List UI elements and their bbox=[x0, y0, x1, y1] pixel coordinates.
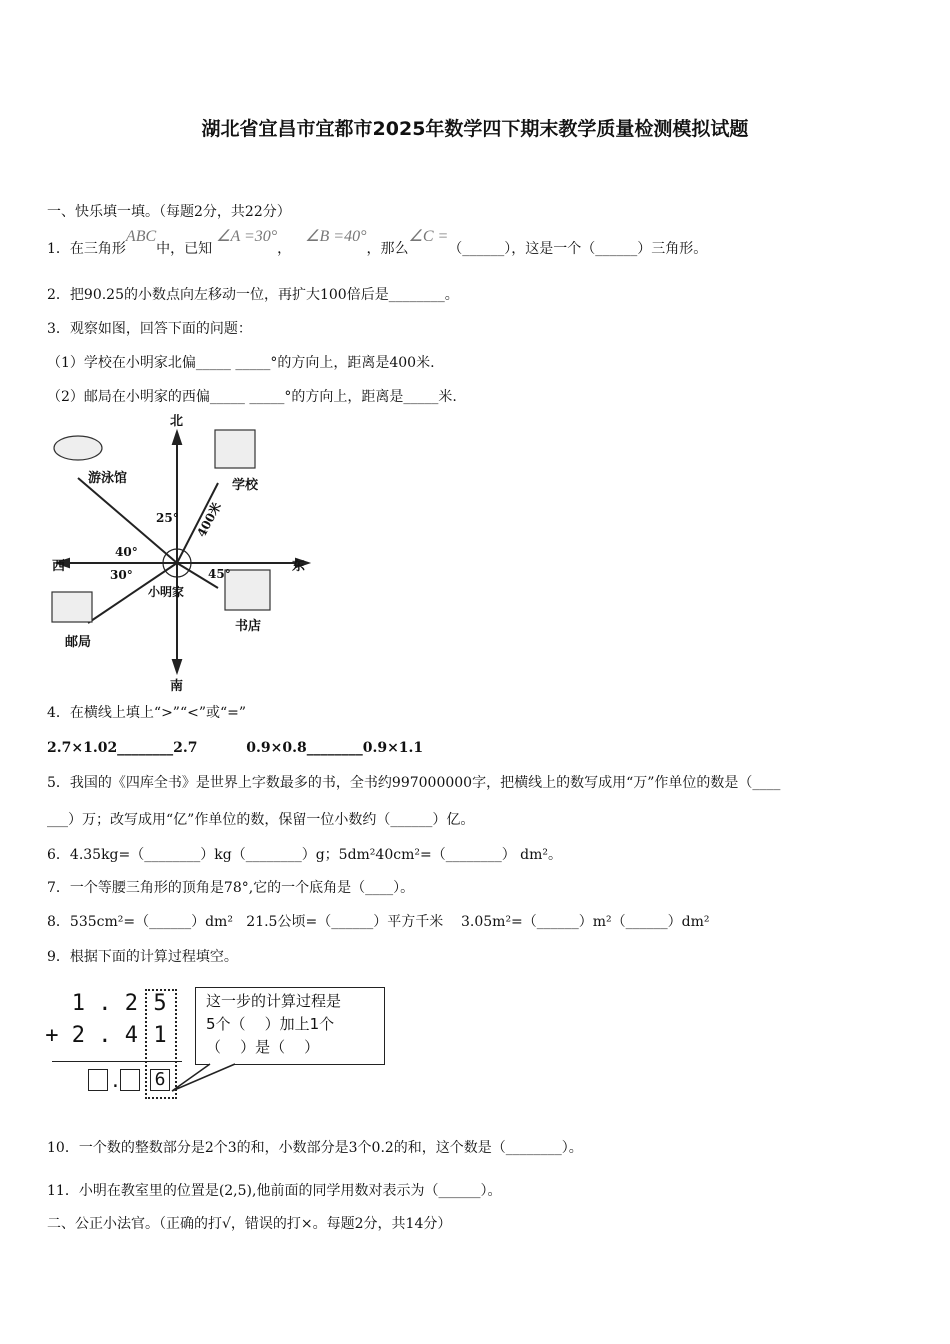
question-1 bbox=[47, 228, 708, 258]
section-2-heading: 二、公正小法官。（正确的打√，错误的打×。每题2分，共14分） bbox=[47, 1216, 452, 1232]
addend-2: + 2 . 4 bbox=[45, 1023, 138, 1048]
addend-2-digit: 1 bbox=[153, 1023, 167, 1048]
bookstore-icon bbox=[225, 570, 270, 610]
label-post-office: 邮局 bbox=[65, 635, 92, 650]
label-north: 北 bbox=[170, 414, 184, 429]
page-title: 湖北省宜昌市宜都市2025年数学四下期末教学质量检测模拟试题 bbox=[201, 118, 749, 140]
label-home: 小明家 bbox=[148, 585, 185, 599]
south-arrow-icon bbox=[173, 660, 181, 672]
label-pool: 游泳馆 bbox=[88, 471, 128, 486]
label-west: 西 bbox=[52, 559, 66, 574]
question-4: 4．在横线上填上“>”“<”或“=” bbox=[47, 705, 247, 721]
q1-math: ∠B =40° bbox=[305, 228, 367, 245]
decimal-point: . bbox=[110, 1071, 121, 1092]
q1-text: ， bbox=[277, 241, 292, 257]
label-east: 东 bbox=[292, 559, 306, 574]
question-5-line2: ___）万；改写成用“亿”作单位的数，保留一位小数约（______）亿。 bbox=[47, 812, 475, 828]
bubble-line: 这一步的计算过程是 bbox=[206, 992, 342, 1010]
q1-math: ABC bbox=[125, 228, 157, 245]
post-office-icon bbox=[52, 592, 92, 622]
answer-box[interactable] bbox=[120, 1069, 140, 1091]
label-school: 学校 bbox=[232, 478, 259, 493]
q1-text: 中，已知 bbox=[156, 241, 213, 257]
question-3: 3．观察如图，回答下面的问题： bbox=[47, 321, 252, 337]
question-10: 10．一个数的整数部分是2个3的和，小数部分是3个0.2的和，这个数是（________）。 bbox=[47, 1140, 583, 1156]
question-6: 6．4.35kg=（________）kg（________）g；5dm²40cm²=（________） dm²。 bbox=[47, 847, 562, 863]
question-8: 8．535cm²=（______）dm² 21.5公顷=（______）平方千米 3.05m²=（______）m²（______）dm² bbox=[47, 914, 710, 930]
question-3-1: （1）学校在小明家北偏_____ _____°的方向上，距离是400米. bbox=[47, 355, 435, 371]
section-1-heading: 一、快乐填一填。（每题2分，共22分） bbox=[47, 204, 291, 220]
school-icon bbox=[215, 430, 255, 468]
addend-1-digit: 5 bbox=[153, 991, 167, 1016]
result-digit: 6 bbox=[150, 1069, 170, 1091]
q1-math: ∠A =30° bbox=[216, 228, 278, 245]
q1-text: 1．在三角形 bbox=[47, 241, 126, 257]
question-9: 9．根据下面的计算过程填空。 bbox=[47, 949, 238, 965]
distance-label: 400米 bbox=[194, 500, 225, 540]
direction-map bbox=[40, 410, 330, 695]
angle-25: 25° bbox=[156, 511, 179, 525]
answer-box[interactable] bbox=[88, 1069, 108, 1091]
angle-30: 30° bbox=[110, 568, 133, 582]
pool-icon bbox=[54, 436, 102, 460]
q1-math: ∠C = bbox=[408, 228, 449, 245]
q1-text: （______），这是一个（______）三角形。 bbox=[448, 241, 708, 257]
speech-bubble bbox=[195, 987, 385, 1065]
q1-text: ，那么 bbox=[366, 241, 409, 257]
addend-1: 1 . 2 bbox=[71, 991, 138, 1016]
angle-40: 40° bbox=[115, 545, 138, 559]
angle-45: 45° bbox=[208, 567, 231, 581]
question-5-line1: 5．我国的《四库全书》是世界上字数最多的书，全书约997000000字，把横线上的数写成用“万”作单位的数是（____ bbox=[47, 775, 781, 791]
calculation-figure bbox=[45, 985, 400, 1100]
bubble-line: （ ）是（ ） bbox=[206, 1038, 320, 1056]
north-arrow-icon bbox=[173, 432, 181, 444]
label-south: 南 bbox=[170, 679, 184, 694]
question-2: 2．把90.25的小数点向左移动一位，再扩大100倍后是________。 bbox=[47, 287, 459, 303]
question-4-items: 2.7×1.02________2.7 0.9×0.8________0.9×1.1 bbox=[47, 740, 424, 756]
question-7: 7．一个等腰三角形的顶角是78°,它的一个底角是（____）。 bbox=[47, 880, 415, 896]
label-bookstore: 书店 bbox=[235, 619, 262, 634]
question-3-2: （2）邮局在小明家的西偏_____ _____°的方向上，距离是_____米. bbox=[47, 389, 457, 405]
bubble-line: 5个（ ）加上1个 bbox=[206, 1015, 335, 1033]
bubble-tail bbox=[170, 1063, 260, 1093]
question-11: 11．小明在教室里的位置是(2,5),他前面的同学用数对表示为（______）。 bbox=[47, 1183, 502, 1199]
